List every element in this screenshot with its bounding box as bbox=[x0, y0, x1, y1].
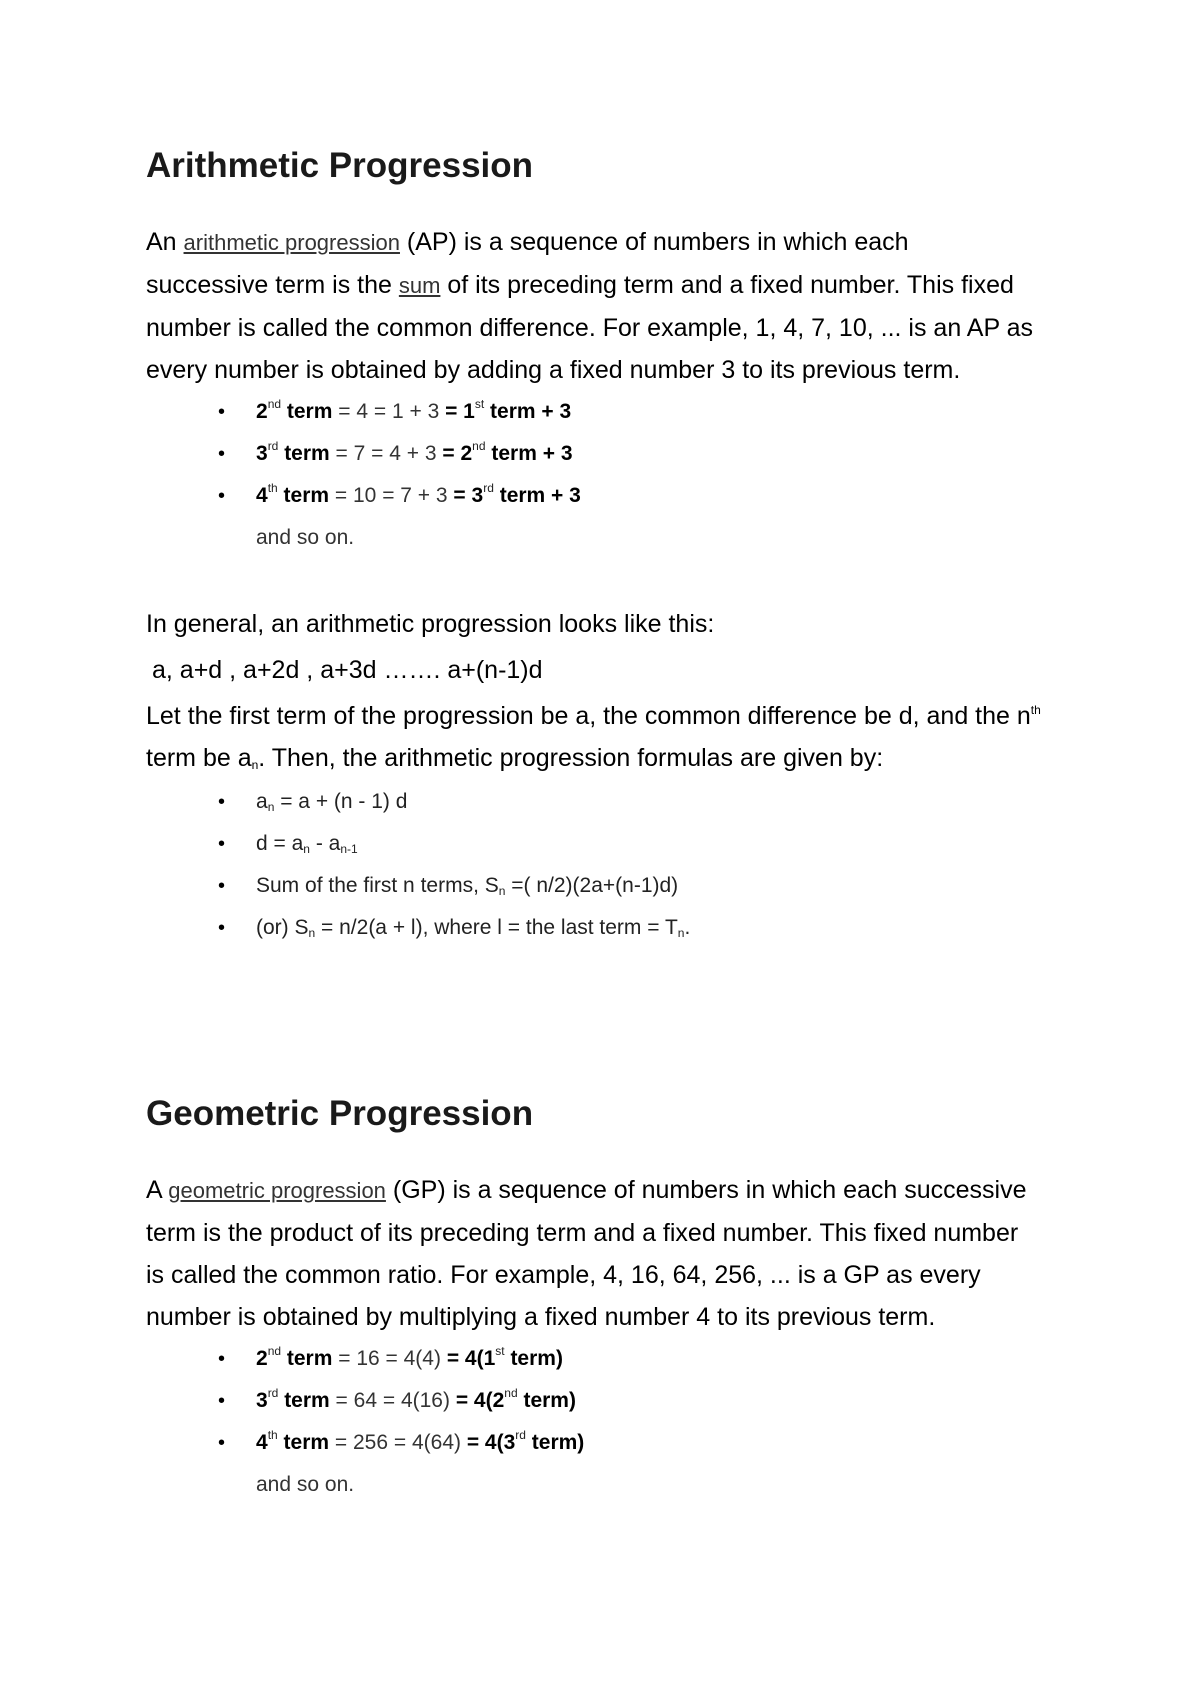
ap-and-so-on: and so on. bbox=[256, 526, 355, 549]
list-item: • Sum of the first n terms, $S_n$ =( n/2)(2a+(n-1)d) bbox=[146, 865, 1076, 907]
gp-and-so-on: and so on. bbox=[256, 1473, 355, 1496]
bullet-icon: • bbox=[218, 401, 226, 423]
gp-intro-paragraph: A geometric progression (GP) is a sequence of numbers in which each successive term is the product of its preceding term and a fixed number. This fixed number is called the common ratio. For example, 4, 16, 64, 256, ... is a GP as every number is obtained by multiplying a fixed number 4 to its previous term. bbox=[146, 1176, 1027, 1331]
bullet-icon: • bbox=[218, 1390, 226, 1412]
bullet-icon: • bbox=[218, 443, 226, 465]
list-item: • 3rd term = 64 = 4(16) = 4(2nd term) bbox=[146, 1380, 1076, 1422]
gp-heading: Geometric Progression bbox=[146, 1094, 534, 1133]
ap-general-text: In general, an arithmetic progression looks like this: bbox=[146, 610, 715, 638]
bullet-icon: • bbox=[218, 1348, 226, 1370]
ap-definition-link[interactable]: arithmetic progression bbox=[183, 230, 400, 255]
list-item: • 2nd term = 16 = 4(4) = 4(1st term) bbox=[146, 1338, 1076, 1380]
list-item: • (or) $S_n = n/2(a + l)$, where l = the last term = $T_n$. bbox=[146, 907, 1076, 949]
list-item: • 3rd term = 7 = 4 + 3 = 2nd term + 3 bbox=[146, 433, 1076, 475]
list-item: • 4th term = 10 = 7 + 3 = 3rd term + 3 bbox=[146, 475, 1076, 517]
ap-formula-list bbox=[146, 781, 1076, 949]
gp-section bbox=[146, 1094, 1076, 1506]
bullet-icon: • bbox=[218, 875, 226, 897]
list-item: • $d = a_n - a_{n-1}$ bbox=[146, 823, 1076, 865]
bullet-icon: • bbox=[218, 833, 226, 855]
gp-example-list bbox=[146, 1338, 1076, 1464]
list-item: • $a_n = a + (n - 1)$ d bbox=[146, 781, 1076, 823]
ap-heading: Arithmetic Progression bbox=[146, 146, 534, 185]
gp-definition-link[interactable]: geometric progression bbox=[168, 1178, 386, 1203]
bullet-icon: • bbox=[218, 1432, 226, 1454]
ap-let-paragraph: Let the first term of the progression be a, the common difference be d, and the $n^{th}$ term be $a_n$. Then, the arithmetic progression formulas are given by: bbox=[146, 702, 1041, 772]
list-item: • 4th term = 256 = 4(64) = 4(3rd term) bbox=[146, 1422, 1076, 1464]
bullet-icon: • bbox=[218, 917, 226, 939]
ap-intro-paragraph: An arithmetic progression (AP) is a sequence of numbers in which each successive term is the sum of its preceding term and a fixed number. This fixed number is called the common difference. For example, 1, 4, 7, 10, ... is an AP as every number is obtained by adding a fixed number 3 to its previous term. bbox=[146, 228, 1034, 384]
ap-example-list bbox=[146, 391, 1076, 517]
sum-link[interactable]: sum bbox=[398, 273, 441, 298]
ap-section bbox=[146, 146, 1076, 949]
list-item: • 2nd term = 4 = 1 + 3 = 1st term + 3 bbox=[146, 391, 1076, 433]
bullet-icon: • bbox=[218, 485, 226, 507]
bullet-icon: • bbox=[218, 791, 226, 813]
ap-sequence: a, a+d , a+2d , a+3d ……. a+(n-1)d bbox=[152, 656, 543, 684]
